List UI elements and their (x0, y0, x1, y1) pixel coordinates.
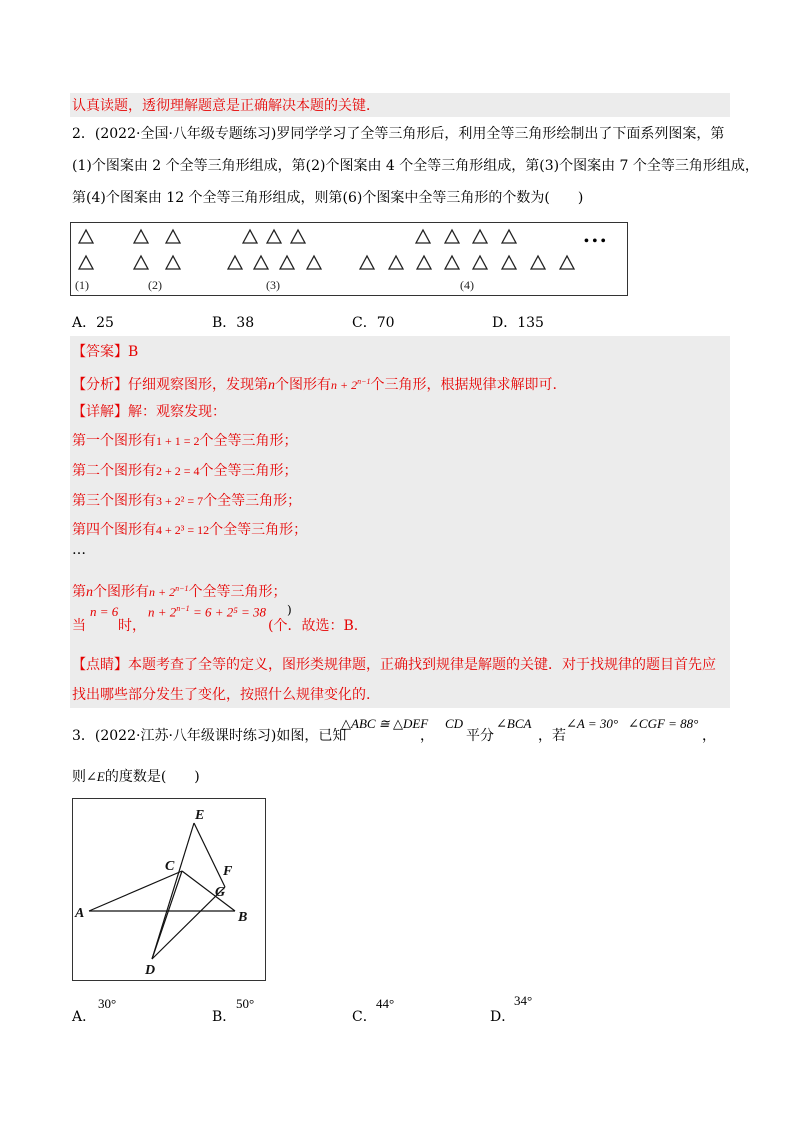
point-b-label: B (238, 910, 248, 925)
pattern-label-1: (1) (75, 278, 89, 292)
comment-line1: 【点睛】本题考查了全等的定义，图形类规律题，正确找到规律是解题的关键．对于找规律的题目首先应 (72, 657, 716, 673)
point-g-label: G (215, 885, 226, 900)
pattern-label-4: (4) (460, 278, 474, 292)
q3-congruence: △ABC ≅ △DEF (341, 716, 429, 731)
q3-comma1: ， (420, 728, 434, 744)
detail-tag: 【详解】 (72, 404, 128, 420)
point-f-label: F (223, 864, 233, 879)
analysis-expr: $n + 2^{n-1}$ (331, 377, 371, 392)
continuation-dots: • • • (584, 234, 606, 249)
q3-bisect: 平分 (466, 728, 494, 744)
q3-if: ，若 (538, 728, 566, 744)
point-e-label: E (195, 808, 205, 823)
comment-tag: 【点睛】 (72, 657, 128, 673)
detail-row-3: 第三个图形有3 + 2² = 7个全等三角形； (72, 493, 302, 509)
q3-option-c-letter: C． (352, 1009, 377, 1025)
when-calc: $n + 2^{n-1} = 6 + 2^5 = 38$ (148, 604, 267, 620)
detail-row-4: 第四个图形有4 + 2³ = 12个全等三角形； (72, 522, 308, 538)
q2-stem-line1: 2．(2022·全国·八年级专题练习)罗同学学习了全等三角形后，利用全等三角形绘制出了下面系列图案，第 (72, 126, 725, 142)
q3-option-d-value: 34° (514, 993, 533, 1008)
geometry-diagram (73, 799, 265, 980)
q3-angle-cgf: ∠CGF = 88° (628, 716, 699, 731)
prev-tail: 认真读题，透彻理解题意是正确解决本题的关键． (72, 98, 380, 114)
when-mid: 时， (118, 618, 146, 634)
point-d-label: D (145, 963, 156, 978)
q3-cd: CD (445, 716, 464, 731)
analysis-text-c: 个三角形，根据规律求解即可. (370, 377, 557, 393)
q3-option-a-value: 30° (98, 996, 117, 1011)
pattern-label-2: (2) (148, 278, 162, 292)
when-paren: ) (287, 603, 292, 617)
q3-option-b-letter: B． (212, 1009, 237, 1025)
q2-option-b: B．38 (212, 315, 255, 331)
q3-geometry-figure (72, 798, 266, 981)
triangle-patterns (71, 223, 627, 295)
answer-tag: 【答案】 (72, 344, 128, 360)
q2-pattern-figure (70, 222, 628, 296)
detail-line (72, 403, 226, 421)
q3-stem-a: 3．(2022·江苏·八年级课时练习)如图，已知 (72, 728, 347, 744)
detail-intro: 解：观察发现： (128, 404, 226, 420)
q3-tail-comma: ， (702, 728, 716, 744)
detail-row-nth: 第n个图形有$n + 2^{n-1}$个全等三角形； (72, 584, 287, 600)
q3-option-c-value: 44° (376, 996, 395, 1011)
point-a-label: A (75, 906, 85, 921)
when-label: 当 (72, 618, 86, 634)
answer-value: B (128, 344, 139, 360)
comment-line2: 找出哪些部分发生了变化，按照什么规律变化的. (72, 687, 371, 703)
pattern-label-3: (3) (266, 278, 280, 292)
analysis-n: n (268, 378, 275, 393)
detail-row-2: 第二个图形有2 + 2 = 4个全等三角形； (72, 463, 298, 479)
when-end: (个．故选：B. (268, 618, 359, 634)
q2-option-c: C．70 (352, 315, 395, 331)
when-expr: n = 6 (90, 604, 119, 619)
q3-option-a-letter: A． (72, 1009, 97, 1025)
q2-option-d: D．135 (492, 315, 544, 331)
analysis-text-a: 仔细观察图形，发现第 (128, 377, 268, 393)
q3-option-b-value: 50° (236, 996, 255, 1011)
q3-stem-b: 则∠E的度数是( ) (72, 769, 200, 785)
detail-ellipsis: … (72, 542, 86, 558)
q3-bca: ∠BCA (496, 716, 532, 731)
q2-option-a: A．25 (72, 315, 114, 331)
q2-stem-line3: 第(4)个图案由 12 个全等三角形组成，则第(6)个图案中全等三角形的个数为( ) (72, 190, 584, 206)
answer-line (72, 343, 138, 361)
triangles (79, 230, 574, 269)
detail-row-1: 第一个图形有1 + 1 = 2个全等三角形； (72, 433, 298, 449)
q2-stem-line2: (1)个图案由 2 个全等三角形组成，第(2)个图案由 4 个全等三角形组成，第(3)个图案由 7 个全等三角形组成， (72, 158, 759, 174)
analysis-line (72, 373, 557, 395)
q3-angle-a: ∠A = 30° (566, 716, 619, 731)
point-c-label: C (165, 859, 175, 874)
q3-option-d-letter: D． (490, 1009, 516, 1025)
analysis-text-b: 个图形有 (275, 377, 331, 393)
analysis-tag: 【分析】 (72, 377, 128, 393)
